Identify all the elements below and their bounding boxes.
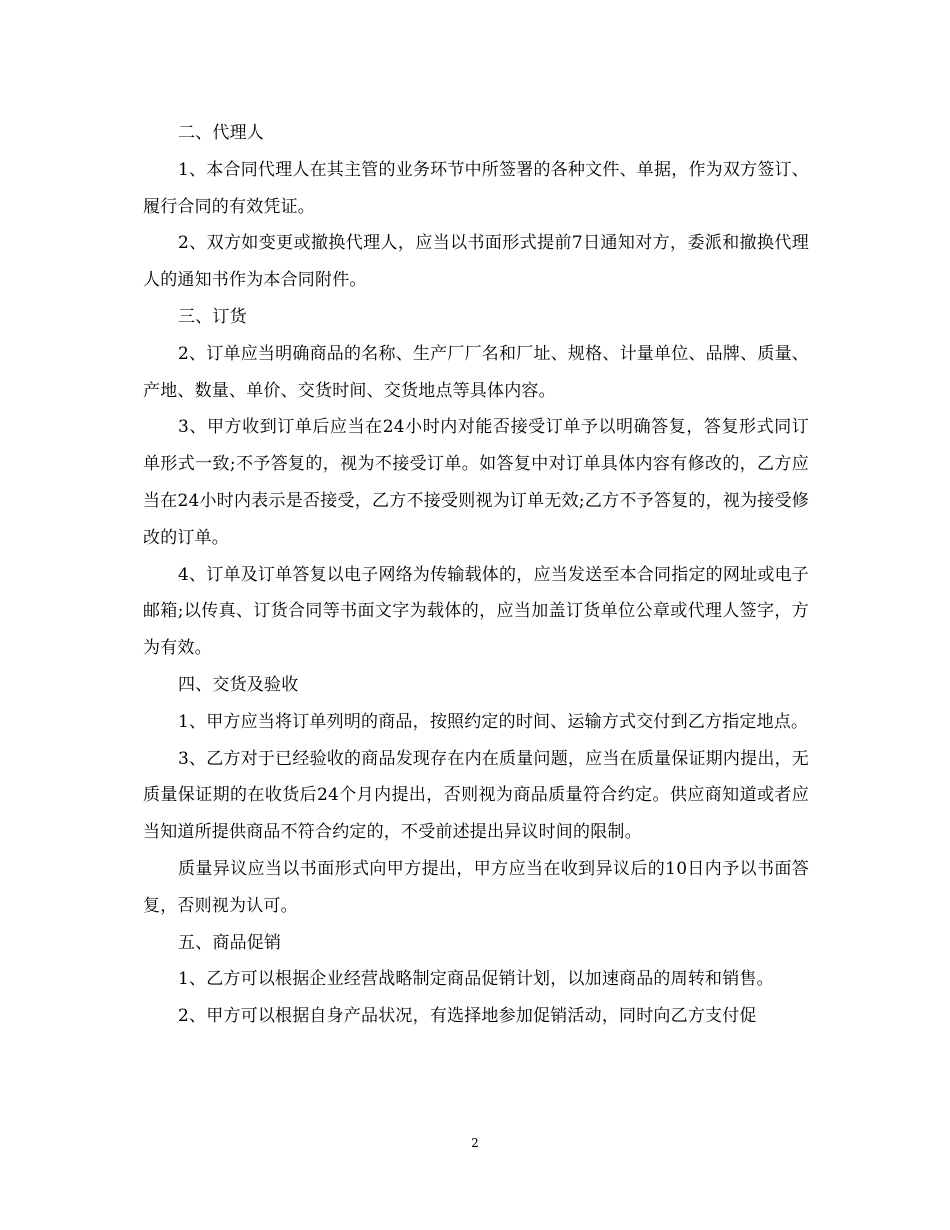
- section-heading-agent: 二、代理人: [178, 123, 264, 143]
- paragraph-promotion-clause-1: 1、乙方可以根据企业经营战略制定商品促销计划，以加速商品的周转和销售。: [178, 969, 774, 990]
- paragraph-delivery-clause-3: 3、乙方对于已经验收的商品发现存在内在质量问题，应当在质量保证期内提出，无质量保证期的在收货后24个月内提出，否则视为商品质量符合约定。供应商知道或者应当知道所提供商品不符合约定的，不受前述提出异议时间的限制。: [143, 748, 809, 843]
- section-heading-promotion: 五、商品促销: [178, 932, 282, 953]
- paragraph-agent-clause-2: 2、双方如变更或撤换代理人，应当以书面形式提前7日通知对方，委派和撤换代理人的通知书作为本合同附件。: [143, 233, 809, 291]
- paragraph-quality-objection: 质量异议应当以书面形式向甲方提出，甲方应当在收到异议后的10日内予以书面答复，否则视为认可。: [143, 858, 809, 916]
- section-heading-ordering: 三、订货: [178, 306, 247, 327]
- paragraph-agent-clause-1: 1、本合同代理人在其主管的业务环节中所签署的各种文件、单据，作为双方签订、履行合同的有效凭证。: [143, 159, 809, 217]
- paragraph-ordering-clause-4: 4、订单及订单答复以电子网络为传输载体的，应当发送至本合同指定的网址或电子邮箱;以传真、订货合同等书面文字为载体的，应当加盖订货单位公章或代理人签字，方为有效。: [143, 564, 809, 659]
- paragraph-ordering-clause-2: 2、订单应当明确商品的名称、生产厂厂名和厂址、规格、计量单位、品牌、质量、产地、数量、单价、交货时间、交货地点等具体内容。: [143, 343, 809, 401]
- paragraph-ordering-clause-3: 3、甲方收到订单后应当在24小时内对能否接受订单予以明确答复，答复形式同订单形式一致;不予答复的，视为不接受订单。如答复中对订单具体内容有修改的，乙方应当在24小时内表示是否接受，乙方不接受则视为订单无效;乙方不予答复的，视为接受修改的订单。: [143, 417, 809, 548]
- paragraph-promotion-clause-2: 2、甲方可以根据自身产品状况，有选择地参加促销活动，同时向乙方支付促: [178, 1006, 757, 1027]
- document-body: [143, 115, 809, 1035]
- paragraph-delivery-clause-1: 1、甲方应当将订单列明的商品，按照约定的时间、运输方式交付到乙方指定地点。: [178, 711, 809, 732]
- page-number: 2: [471, 1136, 479, 1150]
- section-heading-delivery: 四、交货及验收: [178, 674, 299, 695]
